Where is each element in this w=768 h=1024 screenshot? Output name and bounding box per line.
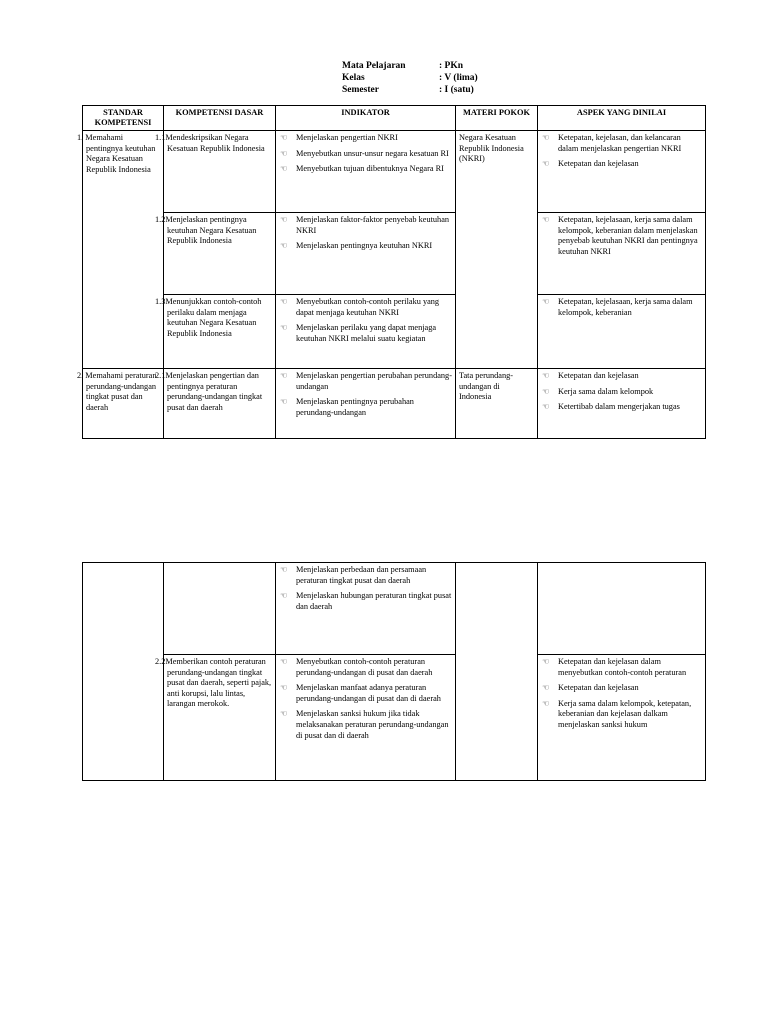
list-item-text: Menjelaskan pengertian NKRI: [296, 133, 398, 142]
aspek-cell: [538, 655, 706, 781]
pointing-hand-icon: ☜: [280, 323, 288, 333]
list-item: [541, 297, 702, 318]
list-item: [279, 371, 452, 392]
table-row: [83, 655, 706, 781]
pointing-hand-icon: ☜: [542, 386, 550, 396]
syllabus-table-page-1: [77, 105, 706, 439]
list-item: [541, 699, 702, 731]
meta-label: Mata Pelajaran: [342, 61, 406, 71]
pointing-hand-icon: ☜: [542, 402, 550, 412]
list-item-text: Ketepatan, kejelasaan, kerja sama dalam kelompok, keberanian dalam menjelaskan penyebab keutuhan NKRI dan pentingnya keutuhan NKRI: [558, 215, 698, 256]
list-item-text: Ketepatan dan kejelasan: [558, 371, 639, 380]
list-item: [279, 215, 452, 236]
list-item-text: Ketepatan dan kejelasan: [558, 683, 639, 693]
pointing-hand-icon: ☜: [280, 148, 288, 158]
list-item-text: Ketepatan, kejelasaan, kerja sama dalam kelompok, keberanian: [558, 297, 693, 317]
aspek-cell: [538, 131, 706, 213]
indikator-cell: [276, 655, 456, 781]
aspek-cell: [538, 213, 706, 295]
meta-value: : V (lima): [439, 73, 478, 83]
aspek-list: [541, 297, 702, 318]
indikator-list: [279, 565, 452, 612]
header-kompetensi-dasar: KOMPETENSI DASAR: [164, 106, 276, 131]
kompetensi-dasar-cell: 1.1Mendeskripsikan Negara Kesatuan Republik Indonesia: [164, 131, 276, 213]
indikator-list: [279, 371, 452, 418]
list-item: [279, 657, 452, 678]
list-item: [279, 164, 452, 175]
indikator-cell: [276, 213, 456, 295]
meta-label: Kelas: [342, 73, 365, 83]
list-item: [541, 683, 702, 694]
materi-pokok-cell: Tata perundang-undangan di Indonesia: [456, 369, 538, 439]
indikator-cell: [276, 295, 456, 369]
pointing-hand-icon: ☜: [542, 657, 550, 666]
list-item: [279, 133, 452, 144]
standar-kompetensi-cell: 1. Memahami pentingnya keutuhan Negara Kesatuan Republik Indonesia: [83, 131, 164, 369]
list-item-text: Menjelaskan sanksi hukum jika tidak melaksanakan peraturan perundang-undangan di pusat dan di daerah: [296, 709, 449, 740]
kompetensi-dasar-cell: 2.1Menjelaskan pengertian dan pentingnya peraturan perundang-undangan tingkat pusat dan daerah: [164, 369, 276, 439]
table-row: [83, 213, 706, 295]
pointing-hand-icon: ☜: [280, 371, 288, 380]
indikator-list: [279, 297, 452, 344]
list-item: [541, 159, 702, 170]
pointing-hand-icon: ☜: [280, 709, 288, 719]
kompetensi-dasar-cell: 1.3Menunjukkan contoh-contoh perilaku dalam menjaga keutuhan Negara Kesatuan Republik Indonesia: [164, 295, 276, 369]
pointing-hand-icon: ☜: [542, 159, 550, 169]
list-item: [279, 297, 452, 318]
list-item-text: Menjelaskan faktor-faktor penyebab keutuhan NKRI: [296, 215, 450, 235]
materi-pokok-cell: [456, 563, 538, 781]
list-item: [279, 241, 452, 252]
list-item: [541, 387, 702, 398]
list-item-text: Menjelaskan perbedaan dan persamaan peraturan tingkat pusat dan daerah: [296, 565, 427, 585]
document-meta: [342, 60, 478, 96]
pointing-hand-icon: ☜: [280, 683, 288, 693]
table-row: [83, 369, 706, 439]
list-item-text: Ketepatan, kejelasan, dan kelancaran dalam menjelaskan pengertian NKRI: [558, 133, 682, 153]
list-item: [541, 371, 702, 382]
header-aspek-dinilai: ASPEK YANG DINILAI: [538, 106, 706, 131]
list-item: [279, 149, 452, 160]
aspek-list: [541, 215, 702, 257]
materi-pokok-cell: Negara Kesatuan Republik Indonesia (NKRI): [456, 131, 538, 369]
pointing-hand-icon: ☜: [280, 657, 288, 666]
standar-kompetensi-cell: 2. Memahami peraturan perundang-undangan tingkat pusat dan daerah: [83, 369, 164, 439]
kompetensi-dasar-cell: 1.2Menjelaskan pentingnya keutuhan Negara Kesatuan Republik Indonesia: [164, 213, 276, 295]
list-item-text: Menjelaskan manfaat adanya peraturan perundang-undangan di pusat dan di daerah: [296, 683, 441, 703]
pointing-hand-icon: ☜: [280, 397, 288, 407]
pointing-hand-icon: ☜: [280, 241, 288, 251]
syllabus-table-page-2: [82, 562, 706, 781]
aspek-cell: [538, 295, 706, 369]
kompetensi-dasar-cell: 2.2Memberikan contoh peraturan perundang-undangan tingkat pusat dan daerah, seperti pajak, anti korupsi, lalu lintas, larangan merokok.: [164, 655, 276, 781]
list-item-text: Menjelaskan hubungan peraturan tingkat pusat dan daerah: [296, 591, 452, 611]
pointing-hand-icon: ☜: [542, 297, 550, 306]
list-item-text: Kerja sama dalam kelompok: [558, 386, 654, 396]
list-item: [541, 133, 702, 154]
meta-label: Semester: [342, 85, 379, 95]
standar-kompetensi-cell: [83, 563, 164, 781]
list-item: [541, 402, 702, 413]
kompetensi-dasar-cell: [164, 563, 276, 655]
list-item-text: Menyebutkan contoh-contoh peraturan perundang-undangan di pusat dan daerah: [296, 657, 433, 677]
list-item: [279, 323, 452, 344]
table-row: [83, 131, 706, 213]
pointing-hand-icon: ☜: [542, 683, 550, 693]
pointing-hand-icon: ☜: [280, 215, 288, 224]
pointing-hand-icon: ☜: [280, 297, 288, 306]
pointing-hand-icon: ☜: [542, 133, 550, 142]
list-item: [279, 397, 452, 418]
indikator-list: [279, 215, 452, 252]
list-item: [279, 565, 452, 586]
pointing-hand-icon: ☜: [542, 698, 550, 708]
list-item: [279, 591, 452, 612]
aspek-list: [541, 657, 702, 731]
list-item-text: Ketepatan dan kejelasan: [558, 159, 639, 169]
aspek-cell: [538, 563, 706, 655]
list-item: [279, 709, 452, 741]
aspek-list: [541, 133, 702, 170]
header-indikator: INDIKATOR: [276, 106, 456, 131]
header-standar-kompetensi: STANDAR KOMPETENSI: [83, 106, 164, 131]
pointing-hand-icon: ☜: [280, 133, 288, 142]
header-row: [83, 106, 706, 131]
pointing-hand-icon: ☜: [280, 565, 288, 574]
list-item-text: Menjelaskan pentingnya keutuhan NKRI: [296, 241, 433, 251]
list-item-text: Menyebutkan contoh-contoh perilaku yang dapat menjaga keutuhan NKRI: [296, 297, 440, 317]
list-item-text: Menyebutkan tujuan dibentuknya Negara RI: [296, 164, 444, 174]
aspek-cell: [538, 369, 706, 439]
list-item-text: Menjelaskan perilaku yang dapat menjaga keutuhan NKRI melalui suatu kegiatan: [296, 323, 437, 343]
list-item-text: Kerja sama dalam kelompok, ketepatan, keberanian dan kejelasan dalkam menjelaskan sanksi hukum: [558, 698, 692, 729]
meta-row-class: [342, 72, 478, 84]
table-row: [83, 563, 706, 655]
table-row: [83, 295, 706, 369]
header-materi-pokok: MATERI POKOK: [456, 106, 538, 131]
indikator-list: [279, 133, 452, 175]
list-item: [541, 215, 702, 257]
list-item-text: Menyebutkan unsur-unsur negara kesatuan RI: [296, 148, 449, 158]
meta-row-subject: [342, 60, 478, 72]
list-item-text: Ketepatan dan kejelasan dalam menyebutkan contoh-contoh peraturan: [558, 657, 687, 677]
list-item-text: Menjelaskan pentingnya perubahan perundang-undangan: [296, 397, 414, 417]
list-item: [541, 657, 702, 678]
indikator-cell: [276, 563, 456, 655]
indikator-list: [279, 657, 452, 741]
pointing-hand-icon: ☜: [542, 215, 550, 224]
pointing-hand-icon: ☜: [542, 371, 550, 380]
pointing-hand-icon: ☜: [280, 164, 288, 174]
indikator-cell: [276, 131, 456, 213]
list-item: [279, 683, 452, 704]
aspek-list: [541, 371, 702, 413]
meta-value: : I (satu): [439, 85, 474, 95]
meta-value: : PKn: [439, 61, 464, 71]
list-item-text: Ketertibab dalam mengerjakan tugas: [558, 402, 680, 412]
meta-row-semester: [342, 84, 478, 96]
list-item-text: Menjelaskan pengertian perubahan perundang-undangan: [296, 371, 452, 391]
indikator-cell: [276, 369, 456, 439]
pointing-hand-icon: ☜: [280, 591, 288, 601]
